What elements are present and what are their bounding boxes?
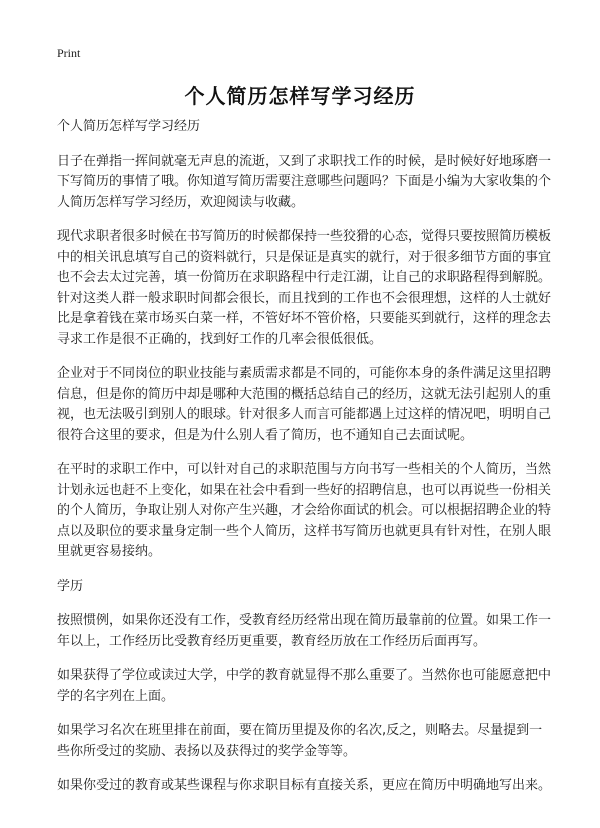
body-paragraph: 在平时的求职工作中，可以针对自己的求职范围与方向书写一些相关的个人简历，当然计划永远也赶不上变化，如果在社会中看到一些好的招聘信息，也可以再说些一份相关的个人简历，争取让别人对你产生兴趣，才会给你面试的机会。可以根据招聘企业的特点以及职位的要求量身定制一些个人简历，这样书写简历也就更具有针对性，在别人眼里就更容易接纳。: [57, 462, 552, 559]
section-heading-education: 学历: [57, 578, 84, 594]
body-paragraph: 现代求职者很多时候在书写简历的时候都保持一些狡猾的心态，觉得只要按照简历模板中的相关讯息填写自己的资料就行，只是保证是真实的就行，对于很多细节方面的事宜也不会去太过完善，填一份简历在求职路程中行走江湖，让自己的求职路程得到解脱。针对这类人群一般求职时间都会很长，而且找到的工作也不会很理想，这样的人士就好比是拿着钱在菜市场买白菜一样，不管好坏不管价格，只要能买到就行，这样的理念去寻求工作是很不正确的，找到好工作的几率会很低很低。: [57, 229, 552, 347]
print-link[interactable]: Print: [57, 46, 81, 60]
body-paragraph: 企业对于不同岗位的职业技能与素质需求都是不同的，可能你本身的条件满足这里招聘信息，但是你的简历中却是哪种大范围的概括总结自己的经历，这就无法引起别人的重视，也无法吸引到别人的眼球。针对很多人而言可能都遇上过这样的情况吧，明明自己很符合这里的要求，但是为什么别人看了简历，也不通知自己去面试呢。: [57, 366, 552, 443]
body-paragraph: 按照惯例，如果你还没有工作，受教育经历经常出现在简历最靠前的位置。如果工作一年以上，工作经历比受教育经历更重要，教育经历放在工作经历后面再写。: [57, 613, 552, 649]
document-title: 个人简历怎样写学习经历: [184, 84, 416, 108]
section-heading: 个人简历怎样写学习经历: [57, 119, 201, 134]
body-paragraph: 日子在弹指一挥间就毫无声息的流逝，又到了求职找工作的时候，是时候好好地琢磨一下写简历的事情了哦。你知道写简历需要注意哪些问题吗？下面是小编为大家收集的个人简历怎样写学习经历，欢迎阅读与收藏。: [57, 153, 552, 210]
body-paragraph: 如果获得了学位或读过大学，中学的教育就显得不那么重要了。当然你也可能愿意把中学的名字列在上面。: [57, 668, 552, 704]
document-body: [57, 117, 551, 811]
body-paragraph: 如果你受过的教育或某些课程与你求职目标有直接关系，更应在简历中明确地写出来。: [57, 778, 552, 793]
body-paragraph: 如果学习名次在班里排在前面，要在简历里提及你的名次,反之，则略去。尽量提到一些你所受过的奖励、表扬以及获得过的奖学金等等。: [57, 723, 543, 759]
